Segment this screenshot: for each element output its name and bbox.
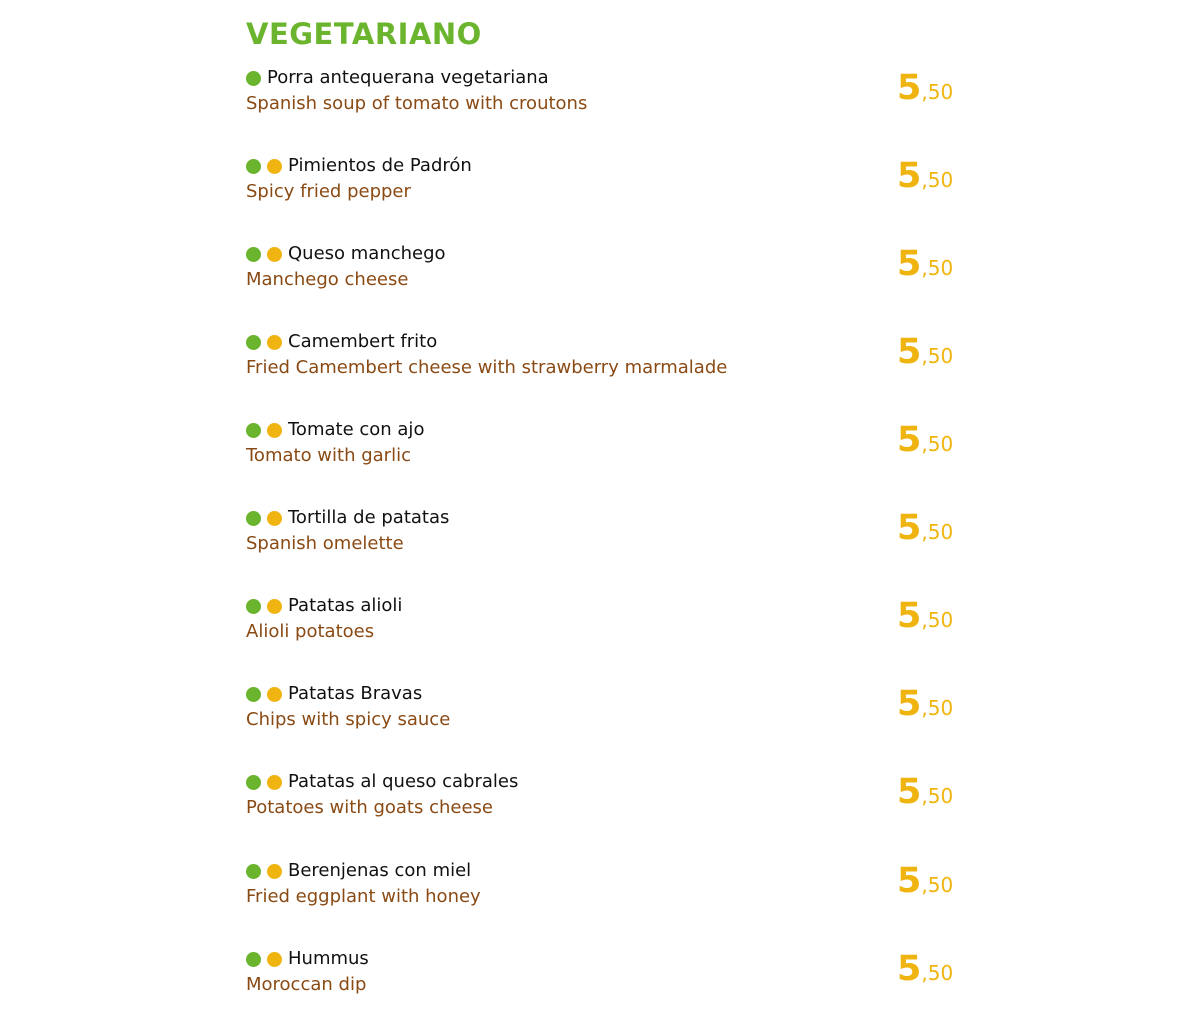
price-decimal: ,50 xyxy=(921,608,954,632)
menu-item xyxy=(246,330,956,390)
dish-description: Chips with spicy sauce xyxy=(246,709,451,730)
price-integer: 5 xyxy=(897,156,922,196)
dish-description: Potatoes with goats cheese xyxy=(246,797,493,818)
menu-item-header xyxy=(246,770,518,794)
vegetarian-dot-icon xyxy=(246,952,261,967)
yellow-dot-icon xyxy=(267,775,282,790)
price-decimal: ,50 xyxy=(921,432,954,456)
price-decimal: ,50 xyxy=(921,696,954,720)
dish-name: Queso manchego xyxy=(288,243,446,264)
menu-item-header xyxy=(246,859,471,883)
dish-name: Patatas Bravas xyxy=(288,683,423,704)
price-decimal: ,50 xyxy=(921,873,954,897)
price-integer: 5 xyxy=(897,420,922,460)
menu-item-header xyxy=(246,66,549,90)
dish-price xyxy=(897,420,953,466)
vegetarian-dot-icon xyxy=(246,687,261,702)
dish-price xyxy=(897,596,953,642)
menu-item-header xyxy=(246,594,402,618)
price-integer: 5 xyxy=(897,244,922,284)
menu-item-header xyxy=(246,947,369,971)
price-decimal: ,50 xyxy=(921,80,954,104)
price-decimal: ,50 xyxy=(921,961,954,985)
dish-description: Spanish omelette xyxy=(246,533,404,554)
dish-description: Spanish soup of tomato with croutons xyxy=(246,93,588,114)
yellow-dot-icon xyxy=(267,952,282,967)
dish-name: Tortilla de patatas xyxy=(288,507,450,528)
dish-name: Patatas al queso cabrales xyxy=(288,771,519,792)
price-integer: 5 xyxy=(897,772,922,812)
dish-description: Alioli potatoes xyxy=(246,621,375,642)
dish-description: Fried Camembert cheese with strawberry marmalade xyxy=(246,357,728,378)
menu-item-header xyxy=(246,506,449,530)
price-decimal: ,50 xyxy=(921,256,954,280)
dish-price xyxy=(897,68,953,114)
dish-description: Moroccan dip xyxy=(246,974,367,995)
menu-item xyxy=(246,770,956,830)
yellow-dot-icon xyxy=(267,599,282,614)
dish-name: Patatas alioli xyxy=(288,595,403,616)
price-decimal: ,50 xyxy=(921,168,954,192)
yellow-dot-icon xyxy=(267,423,282,438)
vegetarian-dot-icon xyxy=(246,775,261,790)
menu-item xyxy=(246,859,956,919)
dish-description: Manchego cheese xyxy=(246,269,409,290)
yellow-dot-icon xyxy=(267,864,282,879)
menu-item xyxy=(246,242,956,302)
menu-item xyxy=(246,682,956,742)
vegetarian-dot-icon xyxy=(246,423,261,438)
dish-name: Pimientos de Padrón xyxy=(288,155,472,176)
vegetarian-dot-icon xyxy=(246,159,261,174)
yellow-dot-icon xyxy=(267,159,282,174)
dish-name: Camembert frito xyxy=(288,331,438,352)
dish-description: Fried eggplant with honey xyxy=(246,886,481,907)
vegetarian-dot-icon xyxy=(246,864,261,879)
menu-item xyxy=(246,66,956,126)
section-title: VEGETARIANO xyxy=(246,17,482,51)
menu-item xyxy=(246,947,956,1007)
menu-item-header xyxy=(246,154,472,178)
dish-price xyxy=(897,949,953,995)
dish-name: Porra antequerana vegetariana xyxy=(267,67,549,88)
dish-price xyxy=(897,684,953,730)
menu-item xyxy=(246,418,956,478)
price-decimal: ,50 xyxy=(921,344,954,368)
price-integer: 5 xyxy=(897,684,922,724)
dish-price xyxy=(897,772,953,818)
menu-item-header xyxy=(246,242,446,266)
menu-item xyxy=(246,594,956,654)
dish-name: Berenjenas con miel xyxy=(288,860,472,881)
vegetarian-dot-icon xyxy=(246,599,261,614)
menu-item xyxy=(246,154,956,214)
price-integer: 5 xyxy=(897,332,922,372)
menu-item xyxy=(246,506,956,566)
price-integer: 5 xyxy=(897,68,922,108)
dish-price xyxy=(897,332,953,378)
price-integer: 5 xyxy=(897,949,922,989)
price-integer: 5 xyxy=(897,861,922,901)
yellow-dot-icon xyxy=(267,247,282,262)
dish-price xyxy=(897,156,953,202)
menu-item-header xyxy=(246,682,422,706)
dish-price xyxy=(897,861,953,907)
vegetarian-dot-icon xyxy=(246,71,261,86)
yellow-dot-icon xyxy=(267,511,282,526)
price-integer: 5 xyxy=(897,508,922,548)
dish-name: Tomate con ajo xyxy=(288,419,425,440)
price-decimal: ,50 xyxy=(921,520,954,544)
vegetarian-dot-icon xyxy=(246,511,261,526)
vegetarian-dot-icon xyxy=(246,247,261,262)
dish-name: Hummus xyxy=(288,948,369,969)
dish-price xyxy=(897,508,953,554)
vegetarian-dot-icon xyxy=(246,335,261,350)
dish-price xyxy=(897,244,953,290)
price-integer: 5 xyxy=(897,596,922,636)
price-decimal: ,50 xyxy=(921,784,954,808)
menu-item-header xyxy=(246,418,424,442)
menu-item-header xyxy=(246,330,437,354)
dish-description: Spicy fried pepper xyxy=(246,181,411,202)
yellow-dot-icon xyxy=(267,687,282,702)
dish-description: Tomato with garlic xyxy=(246,445,411,466)
yellow-dot-icon xyxy=(267,335,282,350)
